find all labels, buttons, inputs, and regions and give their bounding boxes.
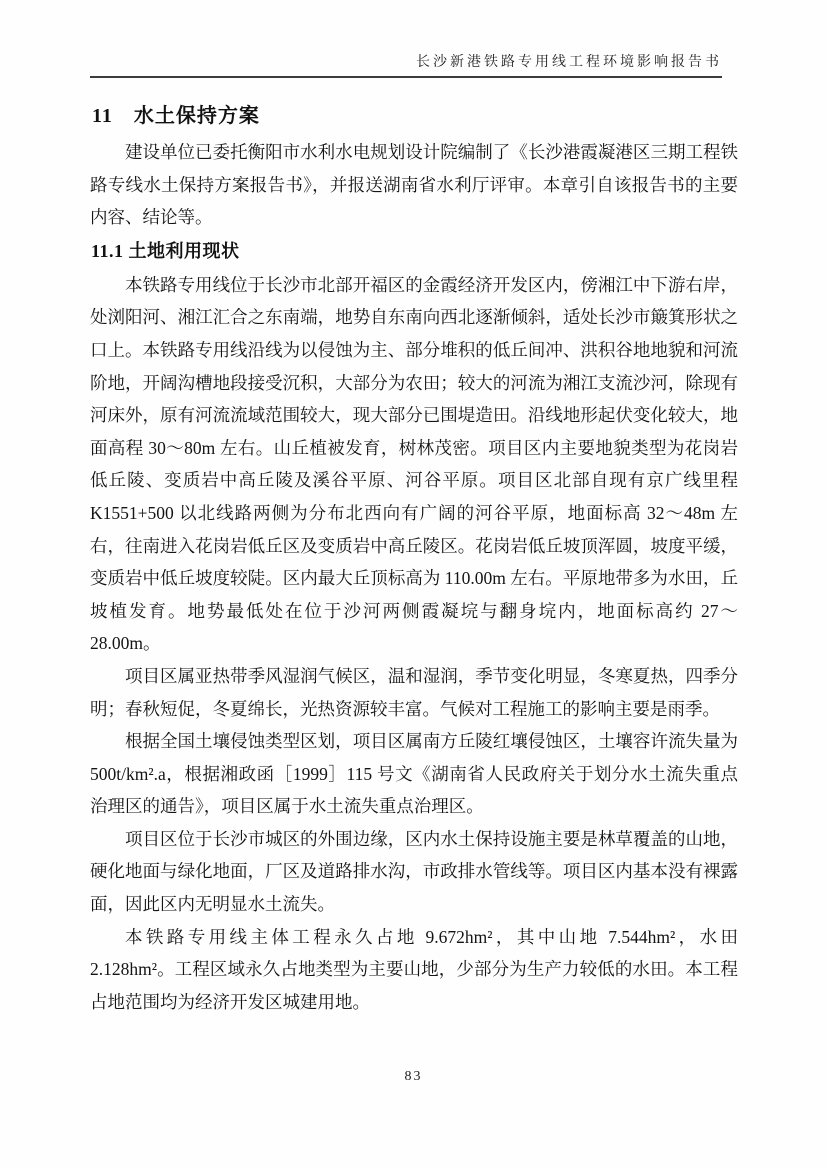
header-rule xyxy=(90,76,722,78)
body-paragraph: 项目区属亚热带季风湿润气候区，温和湿润，季节变化明显，冬寒夏热，四季分明；春秋短促，冬夏绵长，光热资源较丰富。气候对工程施工的影响主要是雨季。 xyxy=(90,665,738,719)
running-header: 长沙新港铁路专用线工程环境影响报告书 xyxy=(416,55,722,70)
page-header xyxy=(90,51,738,78)
section-heading: 11.1 土地利用现状 xyxy=(91,240,240,261)
body-paragraph: 项目区位于长沙市城区的外围边缘，区内水土保持设施主要是林草覆盖的山地，硬化地面与绿化地面，厂区及道路排水沟，市政排水管线等。项目区内基本没有裸露面，因此区内无明显水土流失。 xyxy=(90,828,738,915)
body-paragraph: 根据全国土壤侵蚀类型区划，项目区属南方丘陵红壤侵蚀区，土壤容许流失量为 500t/km².a，根据湘政函［1999］115 号文《湖南省人民政府关于划分水土流失重点治理区的通告》，项目区属于水土流失重点治理区。 xyxy=(90,731,738,817)
page-number: 83 xyxy=(404,1069,423,1084)
chapter-heading: 11 水土保持方案 xyxy=(92,105,260,127)
content-area xyxy=(90,0,738,1018)
body-paragraph: 本铁路专用线位于长沙市北部开福区的金霞经济开发区内，傍湘江中下游右岸，处浏阳河、湘江汇合之东南端，地势自东南向西北逐渐倾斜，适处长沙市簸箕形状之口上。本铁路专用线沿线为以侵蚀为主、部分堆积的低丘间冲、洪积谷地地貌和河流阶地，开阔沟槽地段接受沉积，大部分为农田；较大的河流为湘江支流沙河，除现有河床外，原有河流流域范围较大，现大部分已围堤造田。沿线地形起伏变化较大，地面高程 30～80m 左右。山丘植被发育，树林茂密。项目区内主要地貌类型为花岗岩低丘陵、变质岩中高丘陵及溪谷平原、河谷平原。项目区北部自现有京广线里程 K1551+500 以北线路两侧为分布北西向有广阔的河谷平原，地面标高 32～48m 左右，往南进入花岗岩低丘区及变质岩中高丘陵区。花岗岩低丘坡顶浑圆，坡度平缓，变质岩中低丘坡度较陡。区内最大丘顶标高为 110.00m 左右。平原地带多为水田，丘坡植发育。地势最低处在位于沙河两侧霞凝垸与翻身垸内，地面标高约 27～28.00m。 xyxy=(90,274,738,654)
intro-paragraph: 建设单位已委托衡阳市水利水电规划设计院编制了《长沙港霞凝港区三期工程铁路专线水土保持方案报告书》，并报送湖南省水利厅评审。本章引自该报告书的主要内容、结论等。 xyxy=(90,142,738,228)
document-body xyxy=(90,103,738,1018)
body-paragraph: 本铁路专用线主体工程永久占地 9.672hm²，其中山地 7.544hm²，水田 2.128hm²。工程区域永久占地类型为主要山地，少部分为生产力较低的水田。本工程占地范围均为经济开发区城建用地。 xyxy=(90,926,738,1012)
